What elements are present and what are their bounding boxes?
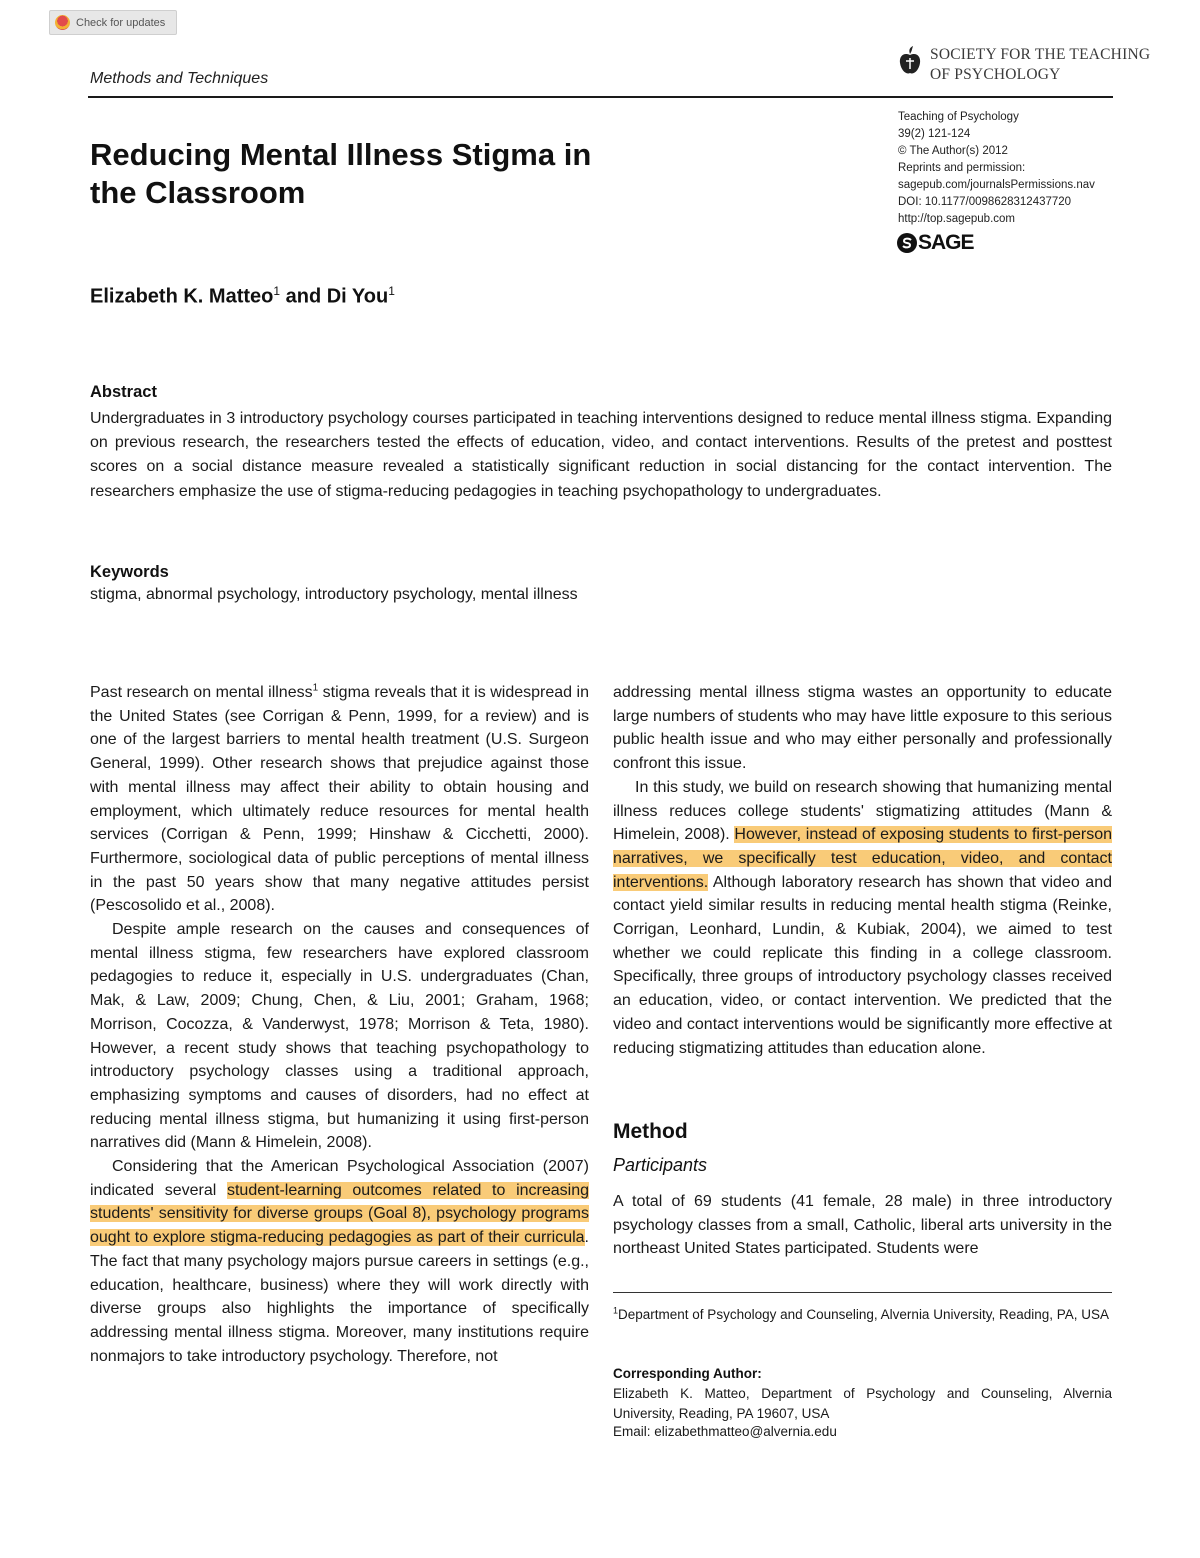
author-2-affiliation: 1 <box>388 284 395 298</box>
highlighted-text: student-learning outcomes related to increasing students' sensitivity for diverse groups (Goal 8), psychology programs ought to explore stigma-reducing pedagogies as part of their curricula <box>90 1181 589 1247</box>
author-1-affiliation: 1 <box>273 284 281 298</box>
paragraph-text: Although laboratory research has shown that video and contact yield similar results in reducing mental health stigma (Reinke, Corrigan, Leonhard, Lundin, & Kubiak, 2004), we aimed to test whether we could replicate this finding in a college classroom. Specifically, three groups of introductory psychology classes received an education, video, or contact intervention. We predicted that the video and contact interventions would be significantly more effective at reducing stigmatizing attitudes than education alone. <box>613 873 1112 1057</box>
paragraph <box>90 1155 589 1368</box>
abstract-heading: Abstract <box>90 383 157 401</box>
corresponding-author-heading: Corresponding Author: <box>613 1366 762 1381</box>
section-label: Methods and Techniques <box>90 70 269 87</box>
doi[interactable]: DOI: 10.1177/0098628312437720 <box>898 196 1072 208</box>
highlighted-text: However, instead of exposing students to first-person narratives, we specifically test education, video, and contact interventions. <box>613 826 1112 891</box>
paragraph-text: . The fact that many psychology majors pursue careers in settings (e.g., education, healthcare, business) where they will work directly with diverse groups also highlights the importance of specifically addressing mental illness stigma. Moreover, many institutions require nonmajors to take introductory psychology. Therefore, not <box>90 1229 589 1365</box>
journal-name: Teaching of Psychology <box>898 111 1019 123</box>
society-name-line2: OF PSYCHOLOGY <box>930 66 1061 83</box>
participants-subheading: Participants <box>613 1155 708 1175</box>
paragraph-text: Past research on mental illness <box>90 684 313 701</box>
paragraph-text: Considering that the American Psychological Association (2007) indicated several <box>90 1158 589 1199</box>
footnote-rule <box>613 1292 1112 1293</box>
author-2: Di You <box>326 285 389 308</box>
publisher-name: SAGE <box>918 231 974 254</box>
paragraph: addressing mental illness stigma wastes an opportunity to educate large numbers of students who may have little exposure to this serious public health issue and who may either personally and professionally confront this issue. <box>613 684 1112 773</box>
method-heading: Method <box>613 1120 688 1143</box>
affiliation-footnote <box>613 1305 1112 1325</box>
sage-mark-icon <box>896 232 918 254</box>
body-column-right <box>613 681 1112 1060</box>
corresponding-author-email[interactable]: Email: elizabethmatteo@alvernia.edu <box>613 1424 837 1439</box>
sage-logo <box>896 231 974 255</box>
keywords-text: stigma, abnormal psychology, introductory psychology, mental illness <box>90 586 578 603</box>
author-1: Elizabeth K. Matteo <box>90 285 274 308</box>
footnote-ref: 1 <box>312 682 319 694</box>
journal-site-link[interactable]: http://top.sagepub.com <box>898 213 1015 225</box>
paragraph-text: stigma reveals that it is widespread in the United States (see Corrigan & Penn, 1999, for a review) and is one of the largest barriers to mental health treatment (U.S. Surgeon General, 1999). Other research shows that prejudice against those with mental illness may affect their ability to obtain housing and employment, which ultimately reduce resources for mental health services (Corrigan & Penn, 1999; Hinshaw & Cicchetti, 2000). Furthermore, sociological data of public perceptions of mental illness in the past 50 years show that many negative attitudes persist (Pescosolido et al., 2008). <box>90 684 590 915</box>
article-title <box>90 136 730 212</box>
apple-icon <box>898 45 922 79</box>
abstract-text: Undergraduates in 3 introductory psychology courses participated in teaching interventions designed to reduce mental illness stigma. Expanding on previous research, the researchers tested the effects of education, video, and contact interventions. Results of the pretest and posttest scores on a social distance measure revealed a statistically significant reduction in social distancing for the contact intervention. The researchers emphasize the use of stigma-reducing pedagogies in teaching psychopathology to undergraduates. <box>90 410 1112 500</box>
authors <box>90 284 395 309</box>
check-for-updates-label: Check for updates <box>76 16 166 29</box>
participants-text: A total of 69 students (41 female, 28 male) in three introductory psychology classes from a small, Catholic, liberal arts university in the northeast United States participated. Students were <box>613 1193 1112 1258</box>
corresponding-author-text: Elizabeth K. Matteo, Department of Psychology and Counseling, Alvernia University, Reading, PA 19607, USA <box>613 1386 1112 1421</box>
title-line-2: the Classroom <box>90 175 306 210</box>
check-for-updates-button[interactable] <box>49 10 177 35</box>
paragraph <box>613 776 1112 1060</box>
copyright: © The Author(s) 2012 <box>898 145 1008 157</box>
affiliation-text: Department of Psychology and Counseling, Alvernia University, Reading, PA, USA <box>618 1307 1110 1322</box>
body-column-left <box>90 681 589 1368</box>
journal-meta <box>898 109 1095 228</box>
reprints-label: Reprints and permission: <box>898 162 1026 174</box>
paragraph: Despite ample research on the causes and consequences of mental illness stigma, few researchers have explored classroom pedagogies to reduce it, especially in U.S. undergraduates (Chan, Mak, & Law, 2009; Chung, Chen, & Liu, 2001; Graham, 1968; Morrison, Cocozza, & Vanderwyst, 1978; Morrison & Teta, 1980). However, a recent study shows that teaching psychopathology to introductory psychology classes using a traditional approach, emphasizing symptoms and causes of disorders, had no effect at reducing mental illness stigma, but humanizing it using first-person narratives did (Mann & Himelein, 2008). <box>90 921 589 1152</box>
permissions-link[interactable]: sagepub.com/journalsPermissions.nav <box>898 179 1095 191</box>
paragraph <box>90 681 589 918</box>
update-icon <box>55 15 70 30</box>
footnote-number: 1 <box>613 1305 619 1316</box>
society-name-line1: SOCIETY FOR THE TEACHING <box>930 46 1151 63</box>
volume-pages: 39(2) 121-124 <box>898 128 971 140</box>
authors-conjunction: and <box>280 285 327 308</box>
header-rule <box>88 96 1113 98</box>
keywords-heading: Keywords <box>90 563 169 581</box>
title-line-1: Reducing Mental Illness Stigma in <box>90 137 592 172</box>
paragraph-text: In this study, we build on research showing that humanizing mental illness reduces college students' stigmatizing attitudes (Mann & Himelein, 2008). <box>613 778 1112 844</box>
society-logo <box>898 45 1150 85</box>
